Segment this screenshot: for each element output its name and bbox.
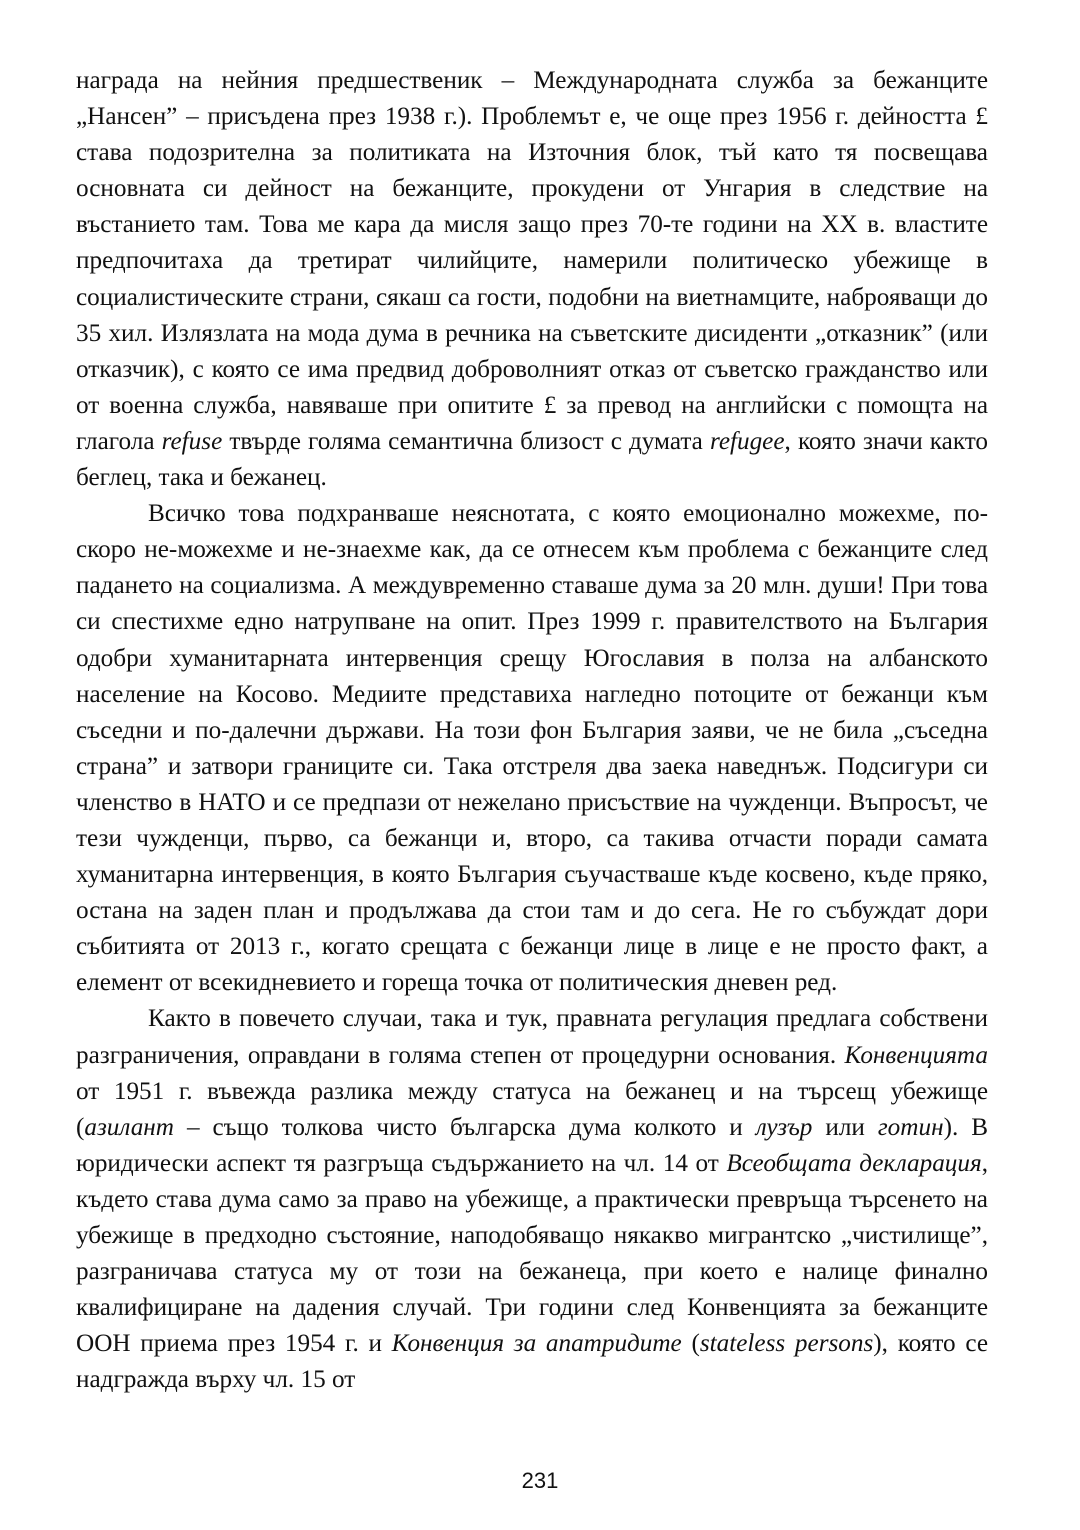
text-run: твърде голяма семантична близост с думата: [222, 427, 710, 455]
page-number: 231: [521, 1468, 559, 1493]
text-run: Всичко това подхранваше неяснотата, с която емоционално можехме, по-скоро не-можехме и не-знаехме как, да се отнесем към проблема с бежанците след падането на социализма. А междувременно ставаше дума за 20 млн. души! При това си спестихме едно натрупване на опит. През 1999 г. правителството на България одобри хуманитарната интервенция срещу Югославия в полза на албанското население на Косово. Медиите представиха нагледно потоците от бежанци към съседни и по-далечни държави. На този фон България заяви, че не била „съседна страна” и затвори границите си. Така отстреля два заека наведнъж. Подсигури си членство в НАТО и се предпази от нежелано присъствие на чужденци. Въпросът, че тези чужденци, първо, са бежанци и, второ, са такива отчасти поради самата хуманитарна интервенция, в която България съучастваше къде косвено, къде пряко, остана на заден план и продължава да стои там и до сега. Не го събуждат дори събитията от 2013 г., когато срещата с бежанци лице в лице е не просто факт, а елемент от всекидневието и гореща точка от политическия дневен ред.: [76, 500, 988, 997]
italic-term: refugee: [709, 427, 785, 455]
page-body: [76, 63, 988, 1398]
text-run: от 1951 г. въвежда разлика между статуса на бежанец и на търсещ убежище (: [76, 1077, 988, 1141]
text-run: , където става дума само за право на убежище, а практически превръща търсенето на убежище в предходно състояние, наподобяващо някакво мигрантско „чистилище”, разграничава статуса му от този на бежанеца, при което е налице финално квалифициране на дадения случай. Три години след Конвенцията за бежанците ООН приема през 1954 г. и: [76, 1149, 988, 1358]
italic-term: азилант: [84, 1113, 174, 1141]
italic-term: refuse: [161, 427, 223, 455]
text-run: ). В юридически аспект тя разгръща съдържанието на чл. 14 от: [76, 1113, 989, 1177]
italic-term: готин: [877, 1113, 944, 1141]
text-run: (: [681, 1330, 700, 1358]
italic-term: Всеобщата декларация: [726, 1149, 982, 1177]
italic-term: Конвенция за апатридите: [391, 1330, 682, 1358]
text-run: награда на нейния предшественик – Международната служба за бежанците „Нансен” – присъдена през 1938 г.). Проблемът е, че още през 1956 г. дейността £ става подозрителна за политиката на Източния блок, тъй като тя посвещава основната си дейност на бежанците, прокудени от Унгария в следствие на въстанието там. Това ме кара да мисля защо през 70-те години на ХХ в. властите предпочитаха да третират чилийците, намерили политическо убежище в социалистическите страни, сякаш са гости, подобни на виетнамците, наброяващи до 35 хил. Излязлата на мода дума в речника на съветските дисиденти „отказник” (или отказчик), с която се има предвид доброволният отказ от съветско гражданство или от военна служба, навяваше при опитите £ за превод на английски с помощта на глагола: [76, 67, 988, 455]
text-run: ), която се надгражда върху чл. 15 от: [76, 1330, 988, 1394]
paragraph-1: [76, 63, 988, 496]
italic-term: stateless persons: [699, 1330, 874, 1358]
italic-term: лузър: [755, 1113, 813, 1141]
text-run: , която значи както беглец, така и бежанец.: [76, 427, 989, 492]
italic-term: Конвенцията: [844, 1041, 988, 1069]
paragraph-3: [76, 1001, 988, 1398]
text-run: Както в повечето случаи, така и тук, правната регулация предлага собствени разграничения, оправдани в голяма степен от процедурни основания.: [76, 1005, 988, 1069]
paragraph-2: [76, 496, 988, 1001]
text-run: или: [812, 1113, 878, 1141]
text-run: – също толкова чисто българска дума колкото и: [173, 1113, 756, 1141]
